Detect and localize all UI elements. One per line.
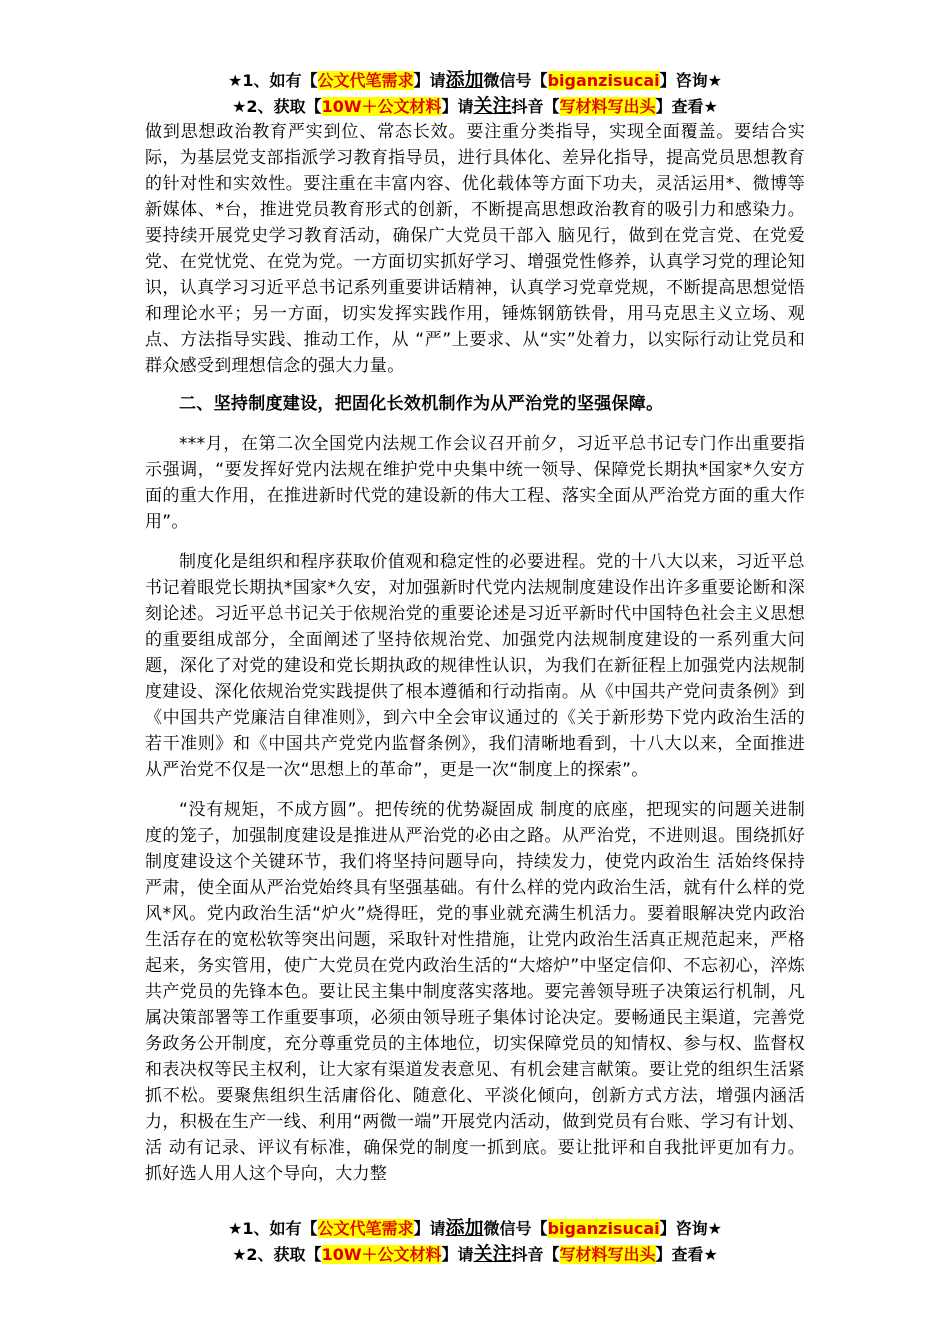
paragraph-4: “没有规矩，不成方圆”。把传统的优势凝固成 制度的底座，把现实的问题关进制度的笼子，加强制度建设是推进从严治党的必由之路。从严治党，不进则退。围绕抓好制度建设这个关键环节，我们将坚持问题导向，持续发力，使党内政治生 活始终保持严肃，使全面从严治党始终具有坚强基础。有什么样的党内政治生活，就有什么样的党风*风。党内政治生活“炉火”烧得旺，党的事业就充满生机活力。要着眼解决党内政治生活存在的宽松软等突出问题，采取针对性措施，让党内政治生活真正规范起来，严格起来，务实管用，使广大党员在党内政治生活的“大熔炉”中坚定信仰、不忘初心，淬炼共产党员的先锋本色。要让民主集中制度落实落地。要完善领导班子决策运行机制，凡属决策部署等工作重要事项，必须由领导班子集体讨论决定。要畅通民主渠道，完善党务政务公开制度，充分尊重党员的主体地位，切实保障党员的知情权、参与权、监督权和表决权等民主权利，让大家有渠道发表意见、有机会建言献策。要让党的组织生活紧抓不松。要聚焦组织生活庸俗化、随意化、平淡化倾向，创新方式方法，增强内涵活力，积极在生产一线、利用“两微一端”开展党内活动，做到党员有台账、学习有计划、活 动有记录、评议有标准，确保党的制度一抓到底。要让批评和自我批评更加有力。抓好选人用人这个导向，大力整 [145,800,805,1184]
highlight-douyin: 写材料写出头 [559,1245,656,1264]
section-heading: 二、坚持制度建设，把固化长效机制作为从严治党的坚强保障。 [179,394,664,414]
top-banner-line-1: ★1、如有【公文代笔需求】请添加微信号【biganzisucai】咨询★ [228,69,722,91]
bottom-banner-line-2: ★2、获取【10W＋公文材料】请关注抖音【写材料写出头】查看★ [232,1243,718,1265]
highlight-materials: 10W＋公文材料 [321,1245,442,1264]
paragraph-2: ***月，在第二次全国党内法规工作会议召开前夕，习近平总书记专门作出重要指示强调，“要发挥好党内法规在维护党中央集中统一领导、保障党长期执*国家*久安方面的重大作用，在推进新时代党的建设新的伟大工程、落实全面从严治党方面的重大作用”。 [145,434,805,532]
highlight-service: 公文代笔需求 [317,71,414,90]
highlight-wechat-id: biganzisucai [547,1219,660,1238]
document-body [145,119,805,1187]
highlight-douyin: 写材料写出头 [559,97,656,116]
highlight-wechat-id: biganzisucai [547,71,660,90]
top-banner-line-2: ★2、获取【10W＋公文材料】请关注抖音【写材料写出头】查看★ [232,95,718,117]
bottom-banner-line-1: ★1、如有【公文代笔需求】请添加微信号【biganzisucai】咨询★ [228,1217,722,1239]
highlight-materials: 10W＋公文材料 [321,97,442,116]
paragraph-1: 做到思想政治教育严实到位、常态长效。要注重分类指导，实现全面覆盖。要结合实际，为基层党支部指派学习教育指导员，进行具体化、差异化指导，提高党员思想教育的针对性和实效性。要注重在丰富内容、优化载体等方面下功夫，灵活运用*、微博等新媒体、*台，推进党员教育形式的创新，不断提高思想政治教育的吸引力和感染力。要持续开展党史学习教育活动，确保广大党员干部入 脑见行，做到在党言党、在党爱党、在党忧党、在党为党。一方面切实抓好学习、增强党性修养，认真学习党的理论知识，认真学习习近平总书记系列重要讲话精神，认真学习党章党规，不断提高思想觉悟和理论水平；另一方面，切实发挥实践作用，锤炼钢筋铁骨，用马克思主义立场、观点、方法指导实践、推动工作，从 “严”上要求、从“实”处着力，以实际行动让党员和群众感受到理想信念的强大力量。 [145,122,805,376]
paragraph-3: 制度化是组织和程序获取价值观和稳定性的必要进程。党的十八大以来，习近平总书记着眼党长期执*国家*久安，对加强新时代党内法规制度建设作出许多重要论断和深刻论述。习近平总书记关于依规治党的重要论述是习近平新时代中国特色社会主义思想的重要组成部分，全面阐述了坚持依规治党、加强党内法规制度建设的一系列重大问题，深化了对党的建设和党长期执政的规律性认识，为我们在新征程上加强党内法规制度建设、深化依规治党实践提供了根本遵循和行动指南。从《中国共产党问责条例》到《中国共产党廉洁自律准则》，到六中全会审议通过的《关于新形势下党内政治生活的若干准则》和《中国共产党党内监督条例》，我们清晰地看到，十八大以来，全面推进从严治党不仅是一次“思想上的革命”，更是一次“制度上的探索”。 [145,552,805,780]
highlight-service: 公文代笔需求 [317,1219,414,1238]
